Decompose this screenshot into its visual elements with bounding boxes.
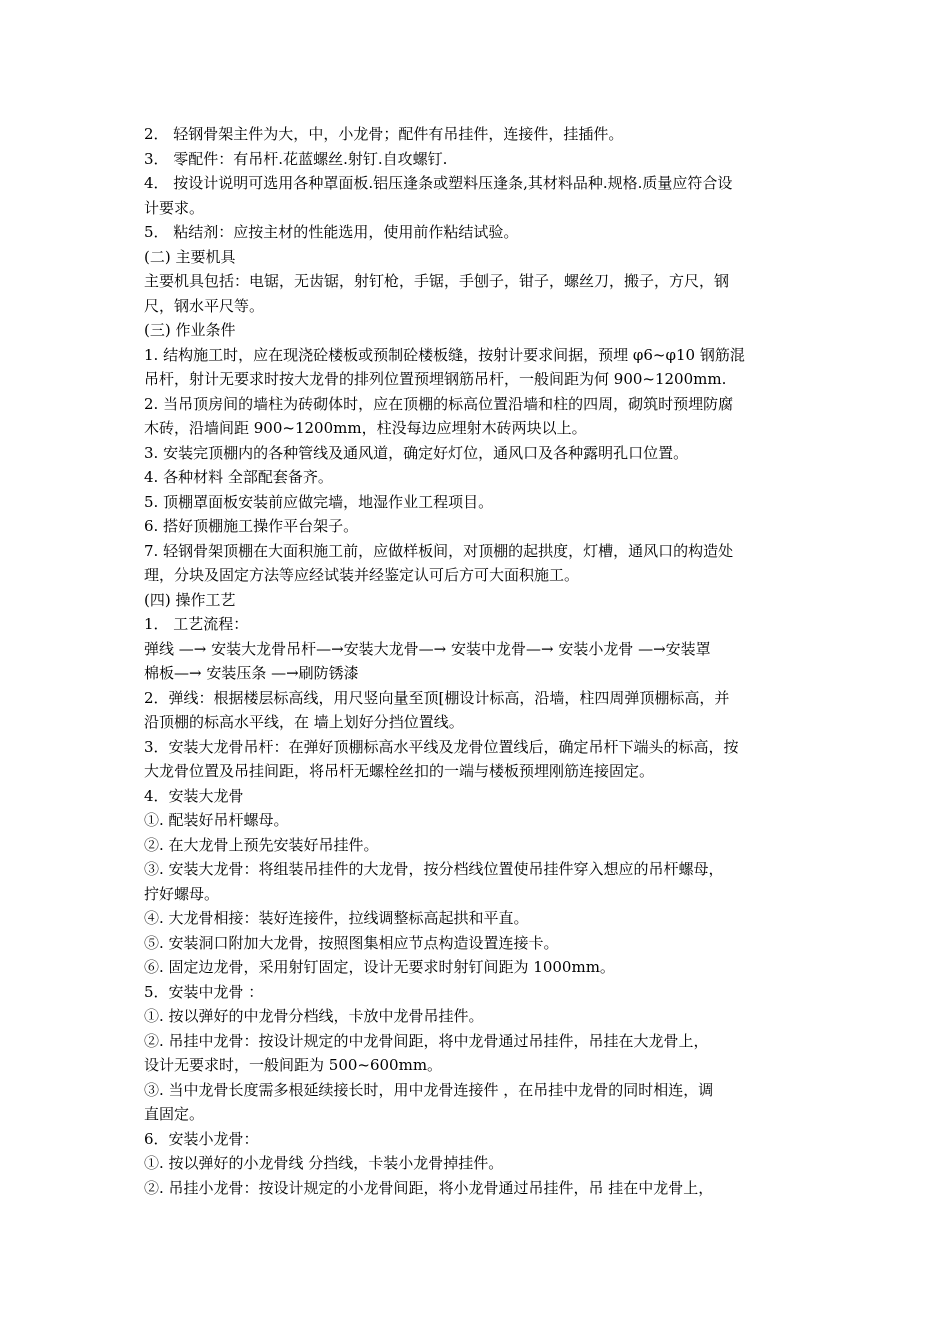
text-line: 4. 各种材料 全部配套备齐。 [144, 468, 333, 486]
text-line: ③. 安装大龙骨：将组装吊挂件的大龙骨，按分档线位置使吊挂件穿入想应的吊杆螺母， [144, 860, 724, 878]
text-line: 计要求。 [144, 198, 205, 217]
text-line: 尺，钢水平尺等。 [144, 296, 265, 315]
text-line: 5．安装中龙骨 ： [144, 982, 264, 1001]
text-line: 设计无要求时，一般间距为 500~600mm。 [144, 1056, 443, 1074]
text-line: 拧好螺母。 [144, 884, 220, 903]
text-line: 6. 搭好顶棚施工操作平台架子。 [144, 517, 359, 535]
text-line: ②. 吊挂小龙骨：按设计规定的小龙骨间距，将小龙骨通过吊挂件，吊 挂在中龙骨上， [144, 1178, 714, 1197]
text-line: ①. 按以弹好的小龙骨线 分挡线，卡装小龙骨掉挂件。 [144, 1154, 504, 1172]
text-line: 理，分块及固定方法等应经试装并经鉴定认可后方可大面积施工。 [144, 566, 580, 584]
text-line: ①. 配装好吊杆螺母。 [144, 811, 289, 829]
text-line: 7. 轻钢骨架顶棚在大面积施工前，应做样板间，对顶棚的起拱度，灯槽，通风口的构造处 [144, 541, 734, 560]
text-line: 直固定。 [144, 1105, 205, 1123]
text-line: 5． 粘结剂：应按主材的性能选用，使用前作粘结试验。 [144, 223, 519, 241]
text-line: 2. 当吊顶房间的墙柱为砖砌体时，应在顶棚的标高位置沿墙和柱的四周，砌筑时预埋防腐 [144, 394, 734, 413]
text-line: ③. 当中龙骨长度需多根延续接长时，用中龙骨连接件 ，在吊挂中龙骨的同时相连，调 [144, 1080, 714, 1099]
text-line: 2．弹线：根据楼层标高线，用尺竖向量至顶[棚设计标高，沿墙，柱四周弹顶棚标高，并 [144, 688, 730, 707]
process-flow-line: 弹线 —→ 安装大龙骨吊杆—→安装大龙骨—→ 安装中龙骨—→ 安装小龙骨 —→安装罩 [144, 639, 711, 658]
section-heading: (四) 操作工艺 [144, 590, 236, 609]
text-line: ②. 吊挂中龙骨：按设计规定的中龙骨间距，将中龙骨通过吊挂件，吊挂在大龙骨上， [144, 1031, 709, 1050]
text-line: 吊杆，射计无要求时按大龙骨的排列位置预埋钢筋吊杆，一般间距为何 900~1200mm. [144, 370, 727, 388]
text-line: 4．安装大龙骨 [144, 786, 244, 805]
text-line: ⑤. 安装洞口附加大龙骨，按照图集相应节点构造设置连接卡。 [144, 933, 559, 952]
text-line: 沿顶棚的标高水平线，在 墙上划好分挡位置线。 [144, 713, 464, 731]
text-line: 2． 轻钢骨架主件为大，中，小龙骨；配件有吊挂件，连接件，挂插件。 [144, 125, 624, 143]
text-line: 3. 安装完顶棚内的各种管线及通风道，确定好灯位，通风口及各种露明孔口位置。 [144, 443, 689, 462]
text-line: 4． 按设计说明可选用各种罩面板.铝压逢条或塑料压逢条,其材料品种.规格.质量应符合设 [144, 174, 733, 192]
text-line: 3． 零配件：有吊杆.花蓝螺丝.射钉.自攻螺钉. [144, 149, 448, 168]
text-line: ②. 在大龙骨上预先安装好吊挂件。 [144, 835, 379, 854]
text-line: 5. 顶棚罩面板安装前应做完墙，地湿作业工程项目。 [144, 492, 494, 511]
text-line: ①. 按以弹好的中龙骨分档线，卡放中龙骨吊挂件。 [144, 1007, 484, 1025]
text-line: ⑥. 固定边龙骨，采用射钉固定，设计无要求时射钉间距为 1000mm。 [144, 958, 615, 976]
document-page [144, 122, 816, 1200]
text-line: 1. 结构施工时，应在现浇砼楼板或预制砼楼板缝，按射计要求间据，预埋 φ6~φ10 钢筋混 [144, 345, 745, 364]
section-heading: (二) 主要机具 [144, 247, 236, 266]
text-line: 大龙骨位置及吊挂间距，将吊杆无螺栓丝扣的一端与楼板预埋刚筋连接固定。 [144, 762, 655, 780]
section-heading: (三) 作业条件 [144, 321, 236, 339]
process-flow-line: 棉板—→ 安装压条 —→刷防锈漆 [144, 664, 359, 682]
text-line: 3．安装大龙骨吊杆：在弹好顶棚标高水平线及龙骨位置线后，确定吊杆下端头的标高，按 [144, 737, 739, 756]
text-line: ④. 大龙骨相接：装好连接件，拉线调整标高起拱和平直。 [144, 909, 529, 927]
text-line: 6．安装小龙骨： [144, 1129, 259, 1148]
text-line: 木砖，沿墙间距 900~1200mm，柱没每边应埋射木砖两块以上。 [144, 419, 587, 437]
text-line: 1． 工艺流程： [144, 615, 249, 633]
text-line: 主要机具包括：电锯，无齿锯，射钉枪，手锯，手刨子，钳子，螺丝刀，搬子，方尺，钢 [144, 272, 730, 290]
